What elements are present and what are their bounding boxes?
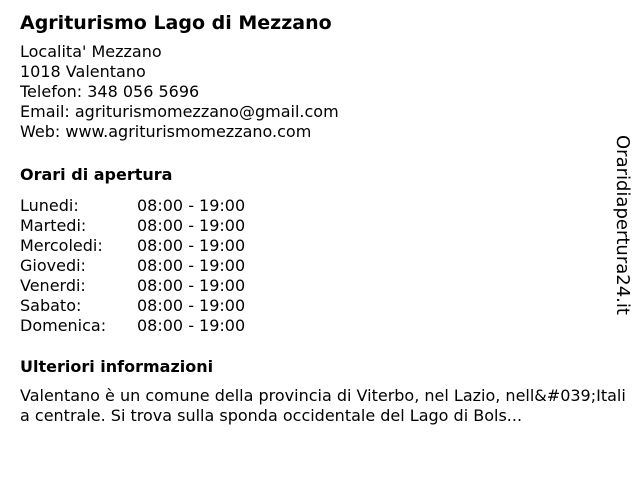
info-heading: Ulteriori informazioni	[20, 357, 214, 376]
time-range: 08:00 - 19:00	[137, 236, 246, 255]
info-description: Valentano è un comune della provincia di Viterbo, nel Lazio, nell&#039;Italia centrale. Si trova sulla sponda occidentale del Lago di Bols...	[20, 386, 626, 425]
opening-hours-table	[20, 196, 245, 336]
time-range: 08:00 - 19:00	[137, 296, 246, 315]
day-label: Sabato:	[20, 296, 82, 315]
day-label: Mercoledi:	[20, 236, 103, 255]
hours-row	[20, 296, 245, 316]
time-range: 08:00 - 19:00	[137, 276, 246, 295]
email-line: Email: agriturismomezzano@gmail.com	[20, 102, 339, 121]
time-range: 08:00 - 19:00	[137, 196, 246, 215]
web-line: Web: www.agriturismomezzano.com	[20, 122, 312, 141]
day-label: Martedi:	[20, 216, 87, 235]
phone-line: Telefon: 348 056 5696	[20, 82, 200, 101]
hours-row	[20, 196, 245, 216]
day-label: Domenica:	[20, 316, 107, 335]
site-brand-label: Oraridiapertura24.it	[612, 135, 633, 315]
day-label: Lunedi:	[20, 196, 79, 215]
hours-row	[20, 236, 245, 256]
business-name: Agriturismo Lago di Mezzano	[20, 12, 332, 34]
day-label: Giovedi:	[20, 256, 86, 275]
hours-row	[20, 276, 245, 296]
time-range: 08:00 - 19:00	[137, 316, 246, 335]
address-line-2: 1018 Valentano	[20, 62, 146, 81]
address-line-1: Localita' Mezzano	[20, 42, 162, 61]
hours-row	[20, 216, 245, 236]
hours-row	[20, 316, 245, 336]
time-range: 08:00 - 19:00	[137, 216, 246, 235]
time-range: 08:00 - 19:00	[137, 256, 246, 275]
hours-row	[20, 256, 245, 276]
hours-heading: Orari di apertura	[20, 165, 173, 184]
day-label: Venerdi:	[20, 276, 86, 295]
